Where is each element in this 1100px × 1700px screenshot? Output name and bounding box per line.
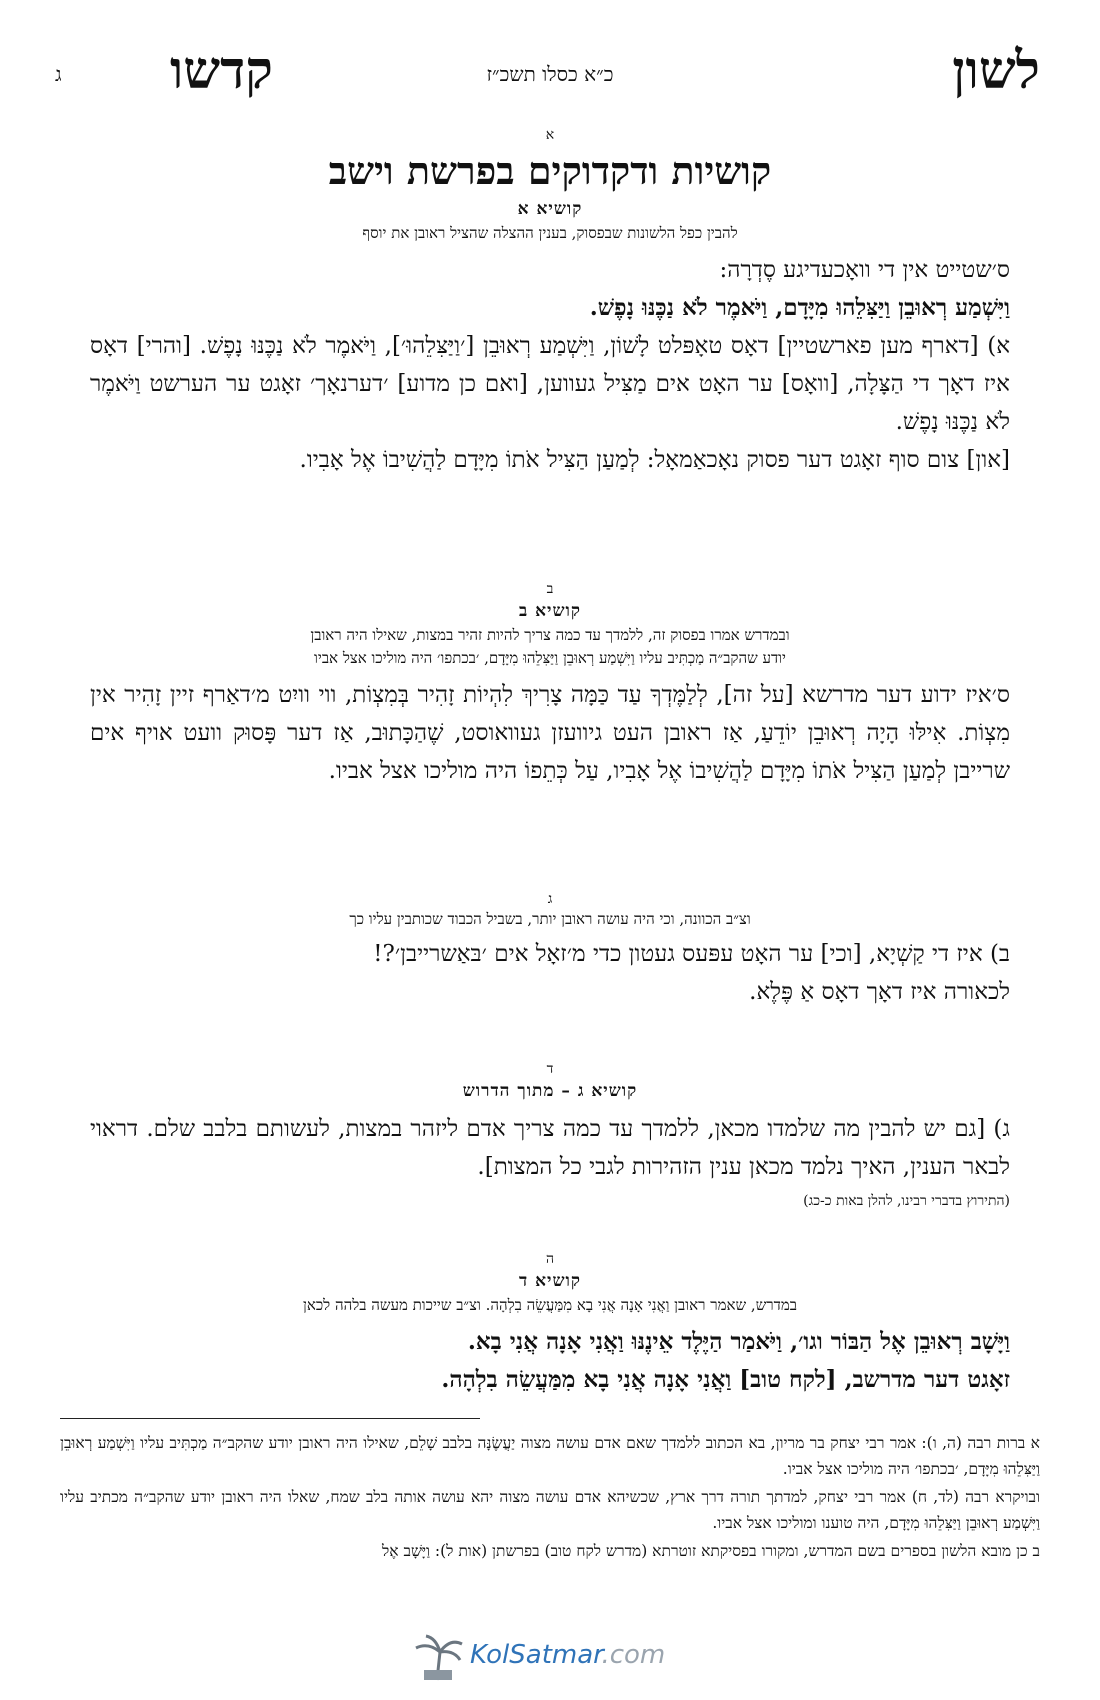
section-2	[90, 580, 1010, 790]
section-subtitle: קושיא ד	[519, 1271, 581, 1291]
header-title-left: קדשו	[170, 40, 273, 101]
watermark-text: KolSatmar.com	[470, 1640, 666, 1670]
section-number: ד	[546, 1061, 554, 1077]
footnote: א ברות רבה (ה, ו): אמר רבי יצחק בר מריון, בא הכתוב ללמדך שאם אדם עושה מצוה יַעֲשֶׂנָּה בלבב שָׁלֵם, שאילו היה ראובן יודע שהקב״ה מַכְתִּיב עליו וַיִּשְׁמַע רְאוּבֵן וַיַּצִּלֵהוּ מִיָּדָם, ׳בכתפו׳ היה מוליכו אצל אביו.	[60, 1434, 1040, 1478]
paragraph: [און] צום סוף זאָגט דער פסוק נאָכאַמאָל: לְמַעַן הַצִּיל אֹתוֹ מִיָּדָם לַהֲשִׁיבוֹ אֶל אָבִיו.	[299, 447, 1010, 473]
section-caption: להבין כפל הלשונות שבפסוק, בענין ההצלה שהציל ראובן את יוסף	[362, 224, 738, 242]
section-number: א	[545, 127, 555, 143]
verse-quote: וַיִּשְׁמַע רְאוּבֵן וַיַּצִּלֵהוּ מִיָּדָם, וַיֹּאמֶר לֹא נַכֶּנּוּ נָפֶשׁ.	[589, 294, 1010, 321]
page-header	[55, 40, 1040, 110]
footnote: ב כן מובא הלשון בספרים בשם המדרש, ומקורו בפסיקתא זוטרתא (מדרש לקח טוב) בפרשתן (אות ל): וַיָּשָׁב אֶל	[382, 1542, 1040, 1560]
section-caption: וצ״ב הכוונה, וכי היה עושה ראובן יותר, בשביל הכבוד שכותבין עליו כך	[349, 910, 751, 928]
section-caption-line: יודע שהקב״ה מַכְתִּיב עליו וַיִּשְׁמַע רְאוּבֵן וַיַּצִּלֵהוּ מִיָּדָם, ׳בכתפו׳ היה מוליכו אצל אביו	[314, 649, 786, 667]
section-number: ב	[546, 581, 554, 597]
section-number: ג	[547, 891, 553, 907]
section-caption: במדרש, שאמר ראובן וַאֲנִי אָנָה אֲנִי בָא מִמַּעֲשֵׂה בִלְהָה. וצ״ב שייכות מעשה בלהה לכאן	[303, 1296, 797, 1314]
cross-reference-note: (התירוץ בדברי רבינו, להלן באות כ-כג)	[803, 1193, 1010, 1209]
footnote-divider	[60, 1418, 480, 1419]
paragraph: ס׳איז ידוע דער מדרשא [על זה], לְלַמֶּדְךָ עַד כַּמָּה צָרִיךְ לִהְיוֹת זָהִיר בְּמִצְוֹת, ווי וויִט מ׳דאַרף זיין זָהִיר אין מִצְוֹת. אִילּוּ הָיָה רְאוּבֵן יוֹדֵעַ, אַז ראובן העט גיוועזן געוואוסט, שֶׁהַכָּתוּב, אַז דער פָּסוּק וועט אויף אים שרייבן לְמַעַן הַצִּיל אֹתוֹ מִיָּדָם לַהֲשִׁיבוֹ אֶל אָבִיו, עַל כְּתֵפוֹ היה מוליכו אצל אביו.	[90, 682, 1010, 784]
section-1	[90, 126, 1010, 479]
section-4	[90, 1060, 1010, 1212]
section-number: ה	[545, 1251, 555, 1267]
paragraph: א) [דארף מען פארשטיין] דאָס טאָפּלט לָשׁוֹן, וַיִּשְׁמַע רְאוּבֵן [׳וַיַּצִּלֵהוּ׳], וַיֹּאמֶר לֹא נַכֶּנּוּ נָפֶשׁ. [והרי] דאָס איז דאָך די הַצָּלָה, [וואָס] ער האָט אים מַצִּיל געווען, [ואם כן מדוע] ׳דערנאָך׳ זאָגט ער הערשט וַיֹּאמֶר לֹא נַכֶּנּוּ נָפֶשׁ.	[90, 333, 1010, 435]
header-title-right: לשון	[952, 40, 1040, 101]
section-subtitle: קושיא ב	[519, 601, 581, 621]
paragraph-line: ב) איז די קַשְׁיָא, [וכי] ער האָט עפּעס געטון כדי מ׳זאָל אים ׳בּאַשרייבן׳?!	[373, 941, 1010, 967]
section-3	[90, 890, 1010, 1011]
palm-tree-logo-icon	[410, 1632, 465, 1682]
footnote: ובויקרא רבה (לד, ח) אמר רבי יצחק, למדתך תורה דרך ארץ, שכשיהא אדם עושה מצוה יהא עושה אותה בלב שמח, שאלו היה ראובן יודע שהקב״ה מכתיב עליו וַיִּשְׁמַע רְאוּבֵן וַיַּצִּלֵהוּ מִיָּדָם, היה טוענו ומוליכו אצל אביו.	[60, 1488, 1040, 1532]
watermark	[410, 1632, 690, 1682]
header-date: כ״א כסלו תשכ״ז	[486, 62, 614, 86]
section-5	[90, 1250, 1010, 1399]
section-subtitle: קושיא א	[517, 199, 583, 219]
paragraph: ג) [גם יש להבין מה שלמדו מכאן, ללמדך עד כמה צריך אדם ליזהר במצות, לעשותם בלבב שלם. דראוי לבאר הענין, האיך נלמד מכאן ענין הזהירות לגבי כל המצות].	[90, 1116, 1010, 1180]
paragraph-line: לכאורה איז דאָך דאָס אַ פֶּלֶא.	[749, 979, 1010, 1005]
verse-quote: וַיָּשָׁב רְאוּבֵן אֶל הַבּוֹר וגו׳, וַיֹּאמַר הַיֶּלֶד אֵינֶנּוּ וַאֲנִי אָנָה אֲנִי בָא.	[467, 1328, 1010, 1355]
section-subtitle: קושיא ג – מתוך הדרוש	[462, 1081, 638, 1101]
page-title: קושיות ודקדוקים בפרשת וישב	[328, 148, 772, 193]
paragraph: ס׳שטייט אין די וואָכעדיגע סֶדְרָה:	[719, 257, 1010, 283]
footnotes	[60, 1430, 1040, 1566]
section-caption-line: ובמדרש אמרו בפסוק זה, ללמדך עד כמה צריך להיות זהיר במצות, שאילו היה ראובן	[310, 626, 790, 644]
page-number: ג	[55, 62, 62, 86]
verse-quote: זאָגט דער מדרשב, [לקח טוב] וַאֲנִי אָנָה אֲנִי בָא מִמַּעֲשֵׂה בִלְהָה.	[441, 1366, 1010, 1393]
